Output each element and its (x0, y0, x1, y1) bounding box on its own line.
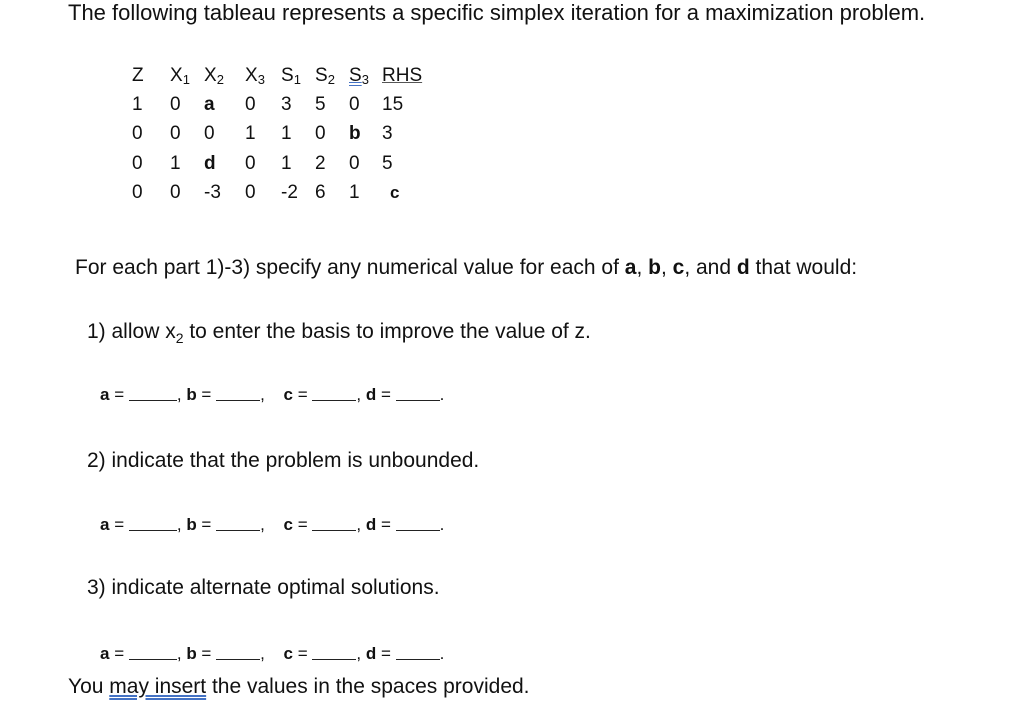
label-b: b (186, 644, 197, 663)
comma: , (356, 644, 362, 663)
answer-line-1 (100, 384, 444, 406)
question-3 (87, 575, 440, 601)
instruction-sep: , and (684, 256, 737, 279)
cell: 1 (245, 123, 256, 145)
instruction-text (75, 255, 857, 281)
equals: = (109, 385, 129, 404)
header-rhs: RHS (382, 65, 423, 86)
equals: = (293, 644, 313, 663)
header-x3: $X_3$ (245, 65, 265, 87)
comma: , (176, 644, 182, 663)
instruction-c: c (672, 256, 685, 279)
equals: = (109, 515, 129, 534)
label-a: a (100, 644, 110, 663)
cell-d: d (204, 152, 216, 174)
cell: 5 (315, 93, 326, 115)
label-b: b (186, 515, 197, 534)
comma: , (176, 515, 182, 534)
question-2 (87, 448, 479, 474)
label-a: a (100, 515, 110, 534)
intro-text: The following tableau represents a specific simplex iteration for a maximization problem. (68, 0, 926, 25)
question-3-text: 3) indicate alternate optimal solutions. (87, 576, 440, 599)
cell: 0 (132, 152, 143, 174)
question-2-text: 2) indicate that the problem is unbounded. (87, 449, 480, 472)
cell: 0 (132, 182, 143, 204)
cell: 1 (349, 182, 360, 204)
period: . (439, 515, 445, 534)
question-1 (87, 319, 591, 351)
label-c: c (283, 644, 294, 663)
cell: 6 (315, 182, 326, 204)
instruction-prefix: For each part 1)-3) specify any numerical value for each of (75, 256, 625, 279)
instruction-a: a (624, 256, 637, 279)
tableau-row (132, 179, 434, 209)
period: . (439, 385, 445, 404)
instruction-sep: , (660, 256, 673, 279)
period: . (439, 644, 445, 663)
instruction-sep: , (636, 256, 649, 279)
cell: 3 (281, 93, 292, 115)
blank-d-3[interactable] (396, 658, 440, 660)
blank-b-3[interactable] (216, 658, 260, 660)
simplex-tableau (132, 62, 434, 208)
cell: 0 (170, 123, 181, 145)
cell: 15 (382, 93, 404, 115)
cell: 1 (281, 123, 292, 145)
equals: = (196, 644, 217, 663)
header-s1: $S_1$ (281, 65, 301, 87)
header-z: Z (132, 65, 144, 86)
instruction-d: d (736, 256, 750, 279)
comma: , (176, 385, 182, 404)
equals: = (196, 515, 217, 534)
blank-a-1[interactable] (129, 399, 177, 401)
cell: 1 (132, 93, 143, 115)
cell-b: b (349, 123, 361, 145)
equals: = (293, 385, 313, 404)
question-1-suffix: to enter the basis to improve the value of z. (183, 320, 591, 343)
cell: 1 (281, 152, 292, 174)
cell: 0 (245, 182, 256, 204)
cell: -2 (281, 182, 298, 204)
blank-b-1[interactable] (216, 399, 260, 401)
label-c: c (283, 385, 294, 404)
blank-b-2[interactable] (216, 529, 260, 531)
cell: 0 (170, 93, 181, 115)
label-d: d (365, 515, 377, 534)
comma: , (260, 644, 265, 663)
instruction-b: b (648, 256, 661, 279)
cell: -3 (204, 182, 221, 204)
equals: = (196, 385, 217, 404)
comma: , (260, 385, 265, 404)
cell: 0 (132, 123, 143, 145)
equals: = (293, 515, 313, 534)
question-1-prefix: 1) allow x (87, 320, 176, 343)
blank-d-2[interactable] (396, 529, 440, 531)
blank-a-3[interactable] (129, 658, 177, 660)
footer-part1: You (68, 675, 110, 698)
label-b: b (186, 385, 197, 404)
cell: 5 (382, 152, 393, 174)
cell: 0 (245, 152, 256, 174)
label-d: d (365, 644, 377, 663)
blank-c-3[interactable] (312, 658, 356, 660)
footer-note (68, 674, 530, 700)
answer-line-3 (100, 643, 444, 665)
equals: = (376, 385, 396, 404)
cell: 0 (349, 93, 360, 115)
question-1-sub: 2 (175, 330, 184, 347)
answer-line-2 (100, 514, 444, 536)
equals: = (109, 644, 129, 663)
footer-part2: may insert (109, 675, 207, 698)
tableau-row (132, 149, 434, 179)
blank-c-1[interactable] (312, 399, 356, 401)
cell-c: c (390, 183, 400, 203)
footer-part3: the values in the spaces provided. (206, 675, 530, 698)
cell: 0 (349, 152, 360, 174)
comma: , (260, 515, 265, 534)
header-x2: $X_2$ (204, 65, 224, 87)
header-x1: $X_1$ (170, 65, 190, 87)
cell: 0 (245, 93, 256, 115)
cell: 1 (170, 152, 181, 174)
label-a: a (100, 385, 110, 404)
blank-a-2[interactable] (129, 529, 177, 531)
tableau-row (132, 90, 434, 120)
comma: , (356, 385, 362, 404)
cell: 0 (204, 123, 215, 145)
tableau-header-row (132, 62, 434, 90)
tableau-row (132, 120, 434, 150)
comma: , (356, 515, 362, 534)
cell: 0 (170, 182, 181, 204)
blank-d-1[interactable] (396, 399, 440, 401)
cell: 3 (382, 123, 393, 145)
header-s2: $S_2$ (315, 65, 335, 87)
cell: 0 (315, 123, 326, 145)
equals: = (376, 515, 396, 534)
header-s3: $S_3$ (349, 65, 369, 87)
label-d: d (365, 385, 377, 404)
blank-c-2[interactable] (312, 529, 356, 531)
cell: 2 (315, 152, 326, 174)
cell-a: a (204, 93, 215, 115)
instruction-suffix: that would: (749, 256, 858, 279)
equals: = (376, 644, 396, 663)
label-c: c (283, 515, 294, 534)
